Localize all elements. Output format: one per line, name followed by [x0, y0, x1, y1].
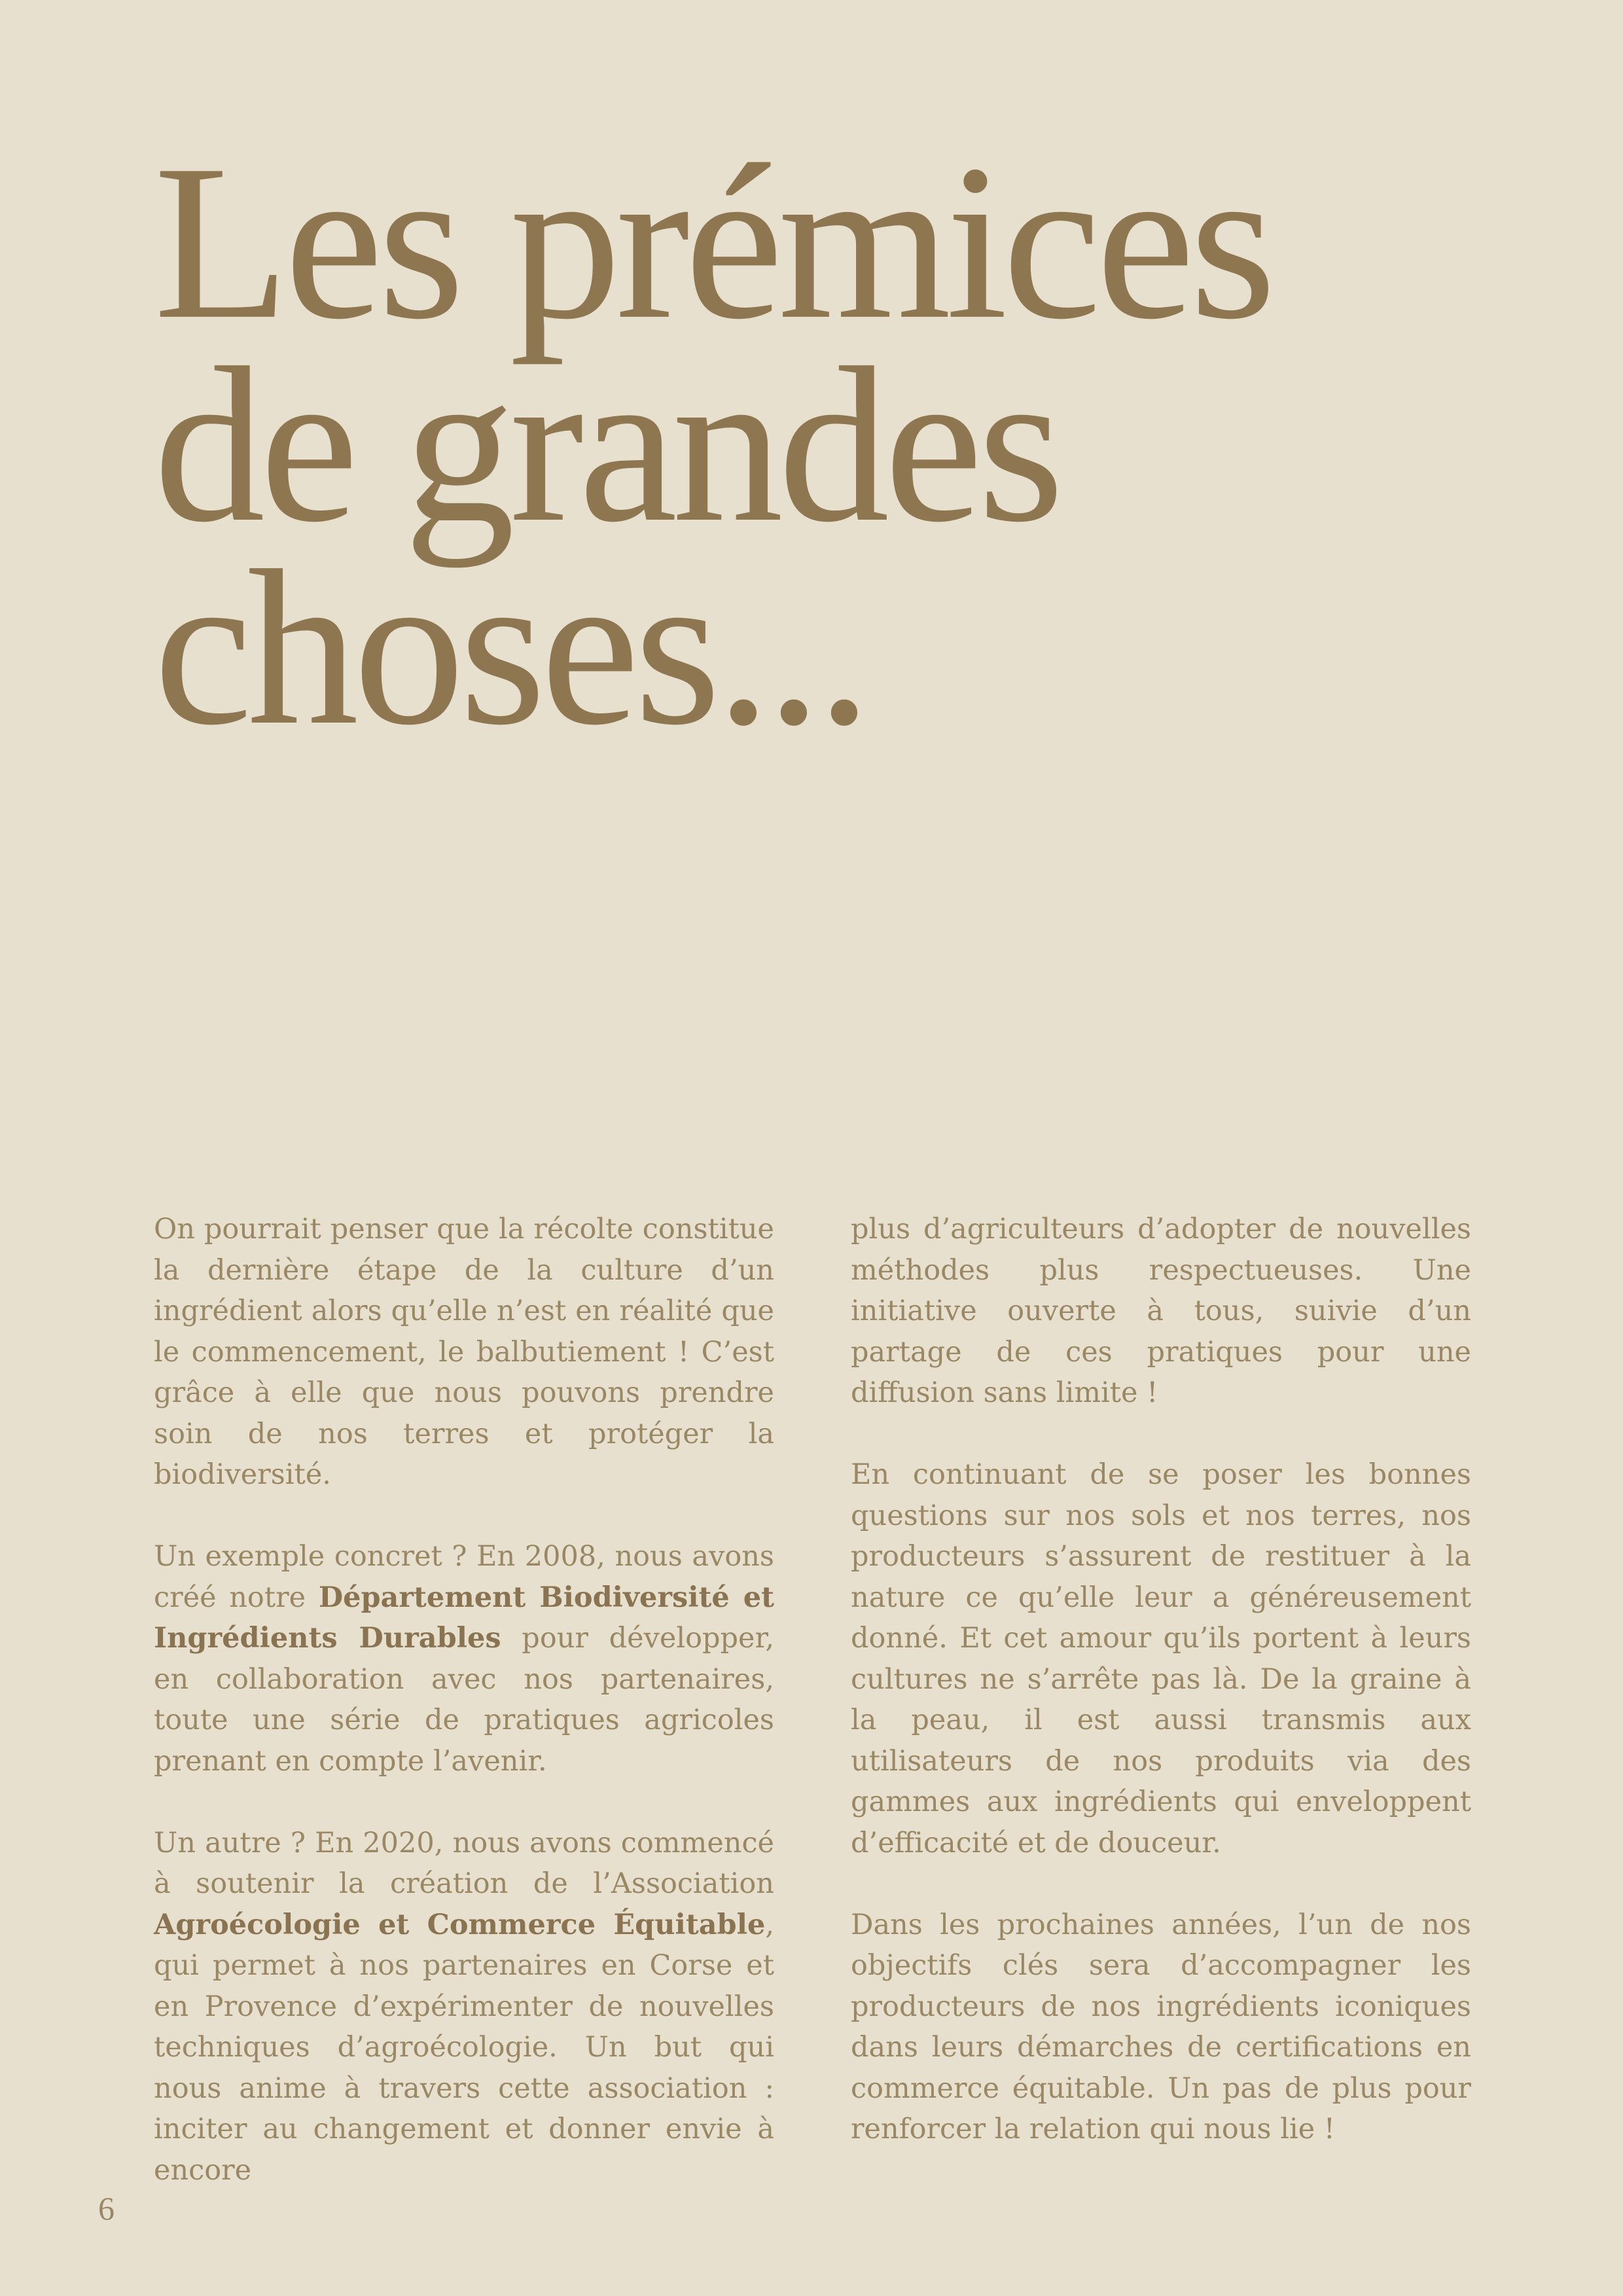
left-paragraph-2-end: pour développer, en collaboration avec nos partenaires, toute une série de pratiques agricoles prenant en compte l’avenir.	[154, 1622, 774, 1778]
page-title	[154, 118, 1528, 771]
title-line-1: Les prémices	[154, 118, 1272, 365]
left-paragraph-3	[154, 1823, 774, 2191]
left-paragraph-3-start: Un autre ? En 2020, nous avons commencé à soutenir la création de l’Association	[154, 1826, 774, 1900]
left-paragraph-1: On pourrait penser que la récolte constitue la dernière étape de la culture d’un ingrédient alors qu’elle n’est en réalité que le commencement, le balbutiement ! C’est grâce à elle que nous pouvons prendre soin de nos terres et protéger la biodiversité.	[154, 1213, 774, 1491]
left-paragraph-3-bold: Agroécologie et Commerce Équitable	[154, 1908, 766, 1941]
left-paragraph-2-bold: Département Biodiversité et Ingrédients Durables	[154, 1581, 774, 1655]
title-line-3: choses...	[154, 524, 867, 771]
right-paragraph-1: plus d’agriculteurs d’adopter de nouvelles méthodes plus respectueuses. Une initiative ouverte à tous, suivie d’un partage de ces pratiques pour une diffusion sans limite !	[851, 1213, 1471, 1409]
left-paragraph-2	[154, 1536, 774, 1782]
title-line-2: de grandes	[154, 321, 1060, 568]
left-paragraph-3-end: , qui permet à nos partenaires en Corse et en Provence d’expérimenter de nouvelles techniques d’agroécologie. Un but qui nous anime à travers cette association : inciter au changement et donner envie à encore	[154, 1908, 774, 2187]
right-paragraph-2: En continuant de se poser les bonnes questions sur nos sols et nos terres, nos producteurs s’assurent de restituer à la nature ce qu’elle leur a généreusement donné. Et cet amour qu’ils portent à leurs cultures ne s’arrête pas là. De la graine à la peau, il est aussi transmis aux utilisateurs de nos produits via des gammes aux ingrédients qui enveloppent d’efficacité et de douceur.	[851, 1458, 1471, 1859]
page-number: 6	[98, 2190, 115, 2227]
left-paragraph-2-start: Un exemple concret ? En 2008, nous avons créé notre	[154, 1540, 774, 1614]
right-paragraph-3: Dans les prochaines années, l’un de nos objectifs clés sera d’accompagner les producteurs de nos ingrédients iconiques dans leurs démarches de certifications en commerce équitable. Un pas de plus pour renforcer la relation qui nous lie !	[851, 1908, 1471, 2145]
right-text-column	[851, 1209, 1471, 2150]
left-text-column	[154, 1209, 774, 2191]
